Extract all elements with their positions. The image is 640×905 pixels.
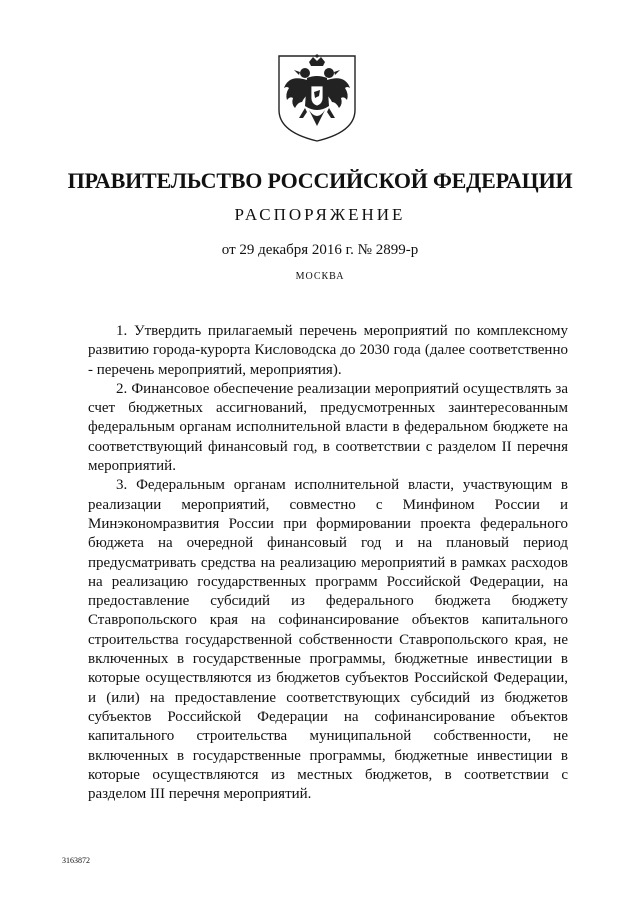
emblem-graphic xyxy=(275,52,359,144)
paragraph-2: 2. Финансовое обеспечение реализации мероприятий осуществлять за счет бюджетных ассигнований, предусмотренных заинтересованным федеральным органам исполнительной власти в федеральном бюджете на соответствующий финансовый год, в соответствии с разделом II перечня мероприятий. xyxy=(88,380,568,475)
document-id: 3163872 xyxy=(62,856,90,865)
paragraph-1: 1. Утвердить прилагаемый перечень мероприятий по комплексному развитию города-курорта Кисловодска до 2030 года (далее соответственно - перечень мероприятий, мероприятия). xyxy=(88,323,568,378)
russian-coat-of-arms-icon xyxy=(275,52,359,144)
paragraph-3: 3. Федеральным органам исполнительной власти, участвующим в реализации мероприятий, совместно с Минфином России и Минэкономразвития России при формировании проекта федерального бюджета на очередной финансовый год и на плановый период предусматривать средства на реализацию мероприятий в рамках расходов на реализацию государственных программ Российской Федерации, на предоставление субсидий из федерального бюджета бюджету Ставропольского края на софинансирование объектов капитального строительства государственной собственности Ставропольского края, не включенных в государственные программы, бюджетные инвестиции в которые осуществляются из бюджетов субъектов Российской Федерации, и (или) на предоставление соответствующих субсидий из бюджетов субъектов Российской Федерации на софинансирование объектов капитального строительства муниципальной собственности, не включенных в государственные программы, бюджетные инвестиции в которые осуществляются из местных бюджетов, в соответствии с разделом III перечня мероприятий. xyxy=(88,477,568,803)
government-title: ПРАВИТЕЛЬСТВО РОССИЙСКОЙ ФЕДЕРАЦИИ xyxy=(67,168,573,193)
document-city: МОСКВА xyxy=(295,271,345,282)
document-type: РАСПОРЯЖЕНИЕ xyxy=(234,205,406,224)
document-date-number: от 29 декабря 2016 г. № 2899-р xyxy=(221,242,419,258)
document-body xyxy=(88,322,568,804)
